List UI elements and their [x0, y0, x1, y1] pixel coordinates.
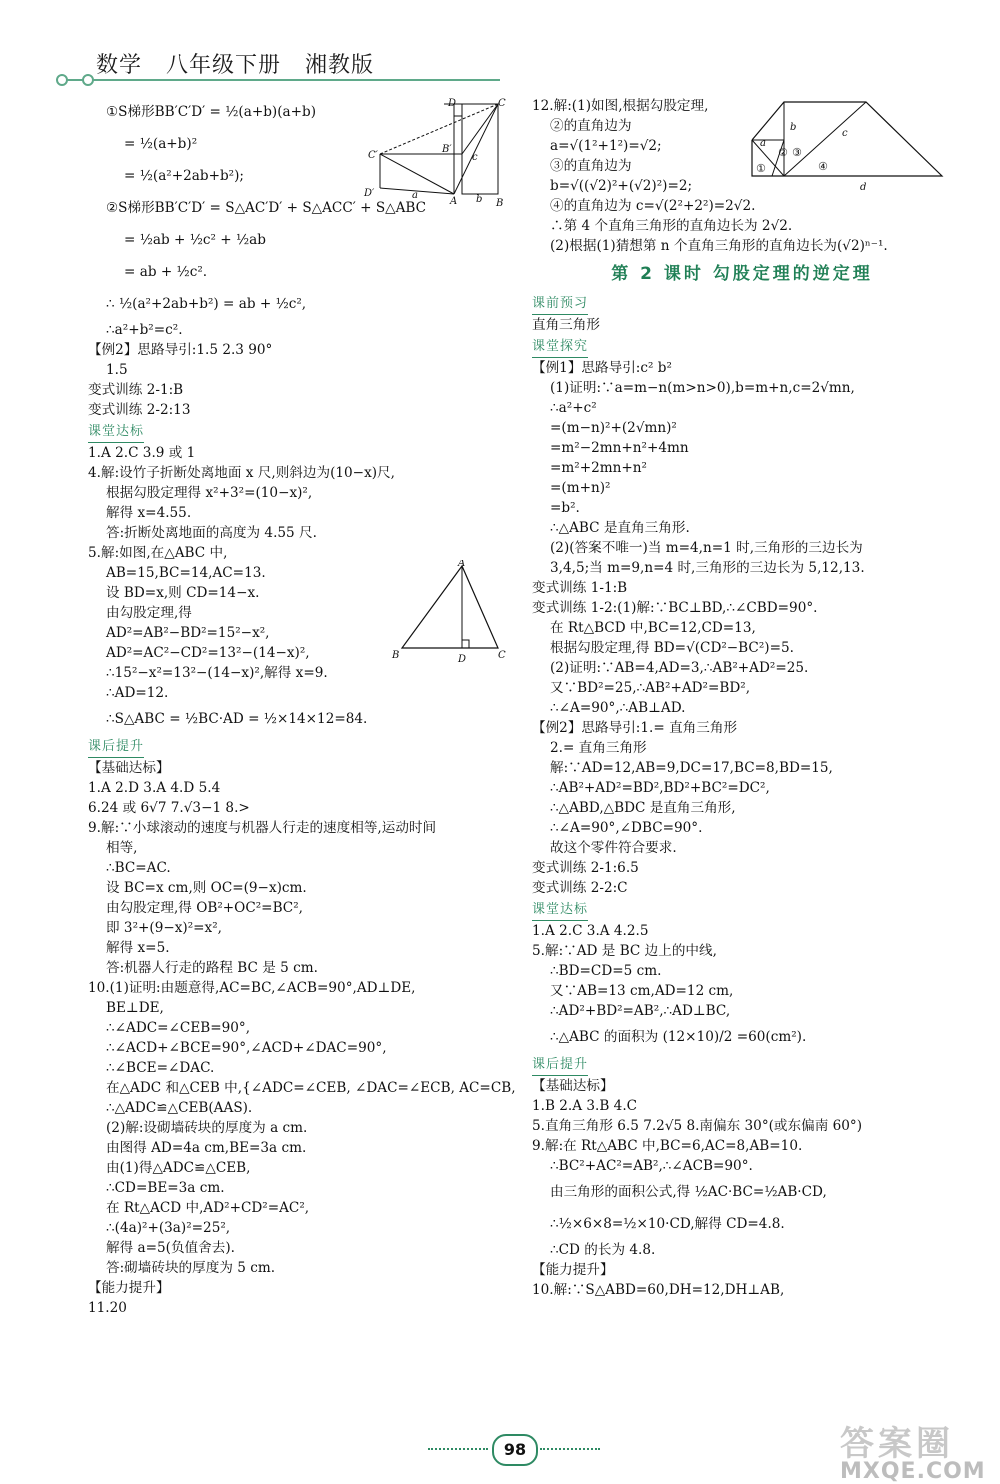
answer-line: 又∵BD²=25,∴AB²+AD²=BD², [550, 680, 751, 696]
answer-line: 【基础达标】 [88, 760, 170, 776]
section-heading: 课前预习 [532, 294, 588, 315]
answer-line: ①S梯形BB′C′D′ = ½(a+b)(a+b) [106, 104, 317, 120]
answer-line: ∴AD=12. [106, 685, 169, 701]
header-rule-dot [82, 74, 94, 86]
section-heading-row [88, 735, 508, 758]
right-column [532, 96, 952, 1300]
label-B-prime: B′ [442, 144, 452, 155]
answer-line: ④的直角边为 c=√(2²+2²)=2√2. [550, 198, 756, 214]
footer-dots-right [540, 1448, 600, 1450]
answer-line: 答:折断处离地面的高度为 4.55 尺. [106, 525, 317, 541]
answer-line: ∴ ½(a²+2ab+b²) = ab + ½c², [106, 296, 307, 312]
label-c: c [842, 128, 848, 139]
label-d: d [860, 182, 867, 192]
trapezoid-figure [360, 98, 510, 210]
label-D: D [448, 98, 457, 109]
answer-line: (1)证明:∵a=m−n(m>n>0),b=m+n,c=2√mn, [550, 380, 855, 396]
answer-line: 【能力提升】 [532, 1262, 614, 1278]
answer-line: 由勾股定理,得 [106, 605, 192, 621]
answer-line: ∴AB²+AD²=BD²,BD²+BC²=DC², [550, 780, 770, 796]
answer-line: ∴a²+b²=c². [106, 322, 183, 338]
answer-line: 10.(1)证明:由题意得,AC=BC,∠ACB=90°,AD⊥DE, [88, 980, 416, 996]
answer-line: 变式训练 2-1:B [88, 382, 184, 398]
answer-line: 【例2】思路导引:1.5 2.3 90° [88, 342, 273, 358]
page-header [96, 48, 390, 79]
answer-line: AD²=AB²−BD²=15²−x², [106, 625, 270, 641]
answer-line: 【例2】思路导引:1.= 直角三角形 [532, 720, 738, 736]
answer-line: (2)证明:∵AB=4,AD=3,∴AB²+AD²=25. [550, 660, 809, 676]
answer-line: ∴a²+c² [550, 400, 597, 416]
edition: 湘教版 [305, 53, 375, 78]
answer-line: 解:∵AD=12,AB=9,DC=17,BC=8,BD=15, [550, 760, 833, 776]
answer-line: 相等, [106, 840, 138, 856]
answer-line: a=√(1²+1²)=√2; [550, 138, 662, 154]
right-triangles-figure [748, 96, 950, 192]
answer-line: ∴∠A=90°,∴AB⊥AD. [550, 700, 686, 716]
answer-line: ∴BC=AC. [106, 860, 171, 876]
answer-line: 在 Rt△BCD 中,BC=12,CD=13, [550, 620, 756, 636]
answer-line: =(m−n)²+(2√mn)² [550, 420, 677, 436]
label-b: b [476, 194, 483, 205]
answer-line: ∴AD²+BD²=AB²,∴AD⊥BC, [550, 1003, 731, 1019]
answer-line: 解得 x=4.55. [106, 505, 192, 521]
label-c-right: c [472, 152, 478, 163]
section-heading: 课堂探究 [532, 337, 588, 358]
answer-line: 变式训练 2-2:C [532, 880, 628, 896]
answer-line: (2)(答案不唯一)当 m=4,n=1 时,三角形的三边长为 [550, 540, 863, 556]
answer-line: 12.解:(1)如图,根据勾股定理, [532, 98, 709, 114]
answer-line: 在 Rt△ACD 中,AD²+CD²=AC², [106, 1200, 310, 1216]
answer-line: ∴∠BCE=∠DAC. [106, 1060, 215, 1076]
section-heading-row [532, 292, 952, 315]
answer-line: 在△ADC 和△CEB 中,{∠ADC=∠CEB, ∠DAC=∠ECB, AC=CB, [106, 1080, 516, 1096]
answer-line: 【例1】思路导引:c² b² [532, 360, 672, 376]
label-D-prime: D′ [364, 188, 375, 199]
lesson-title: 第 2 课时 勾股定理的逆定理 [611, 264, 873, 284]
footer-dots-left [428, 1448, 488, 1450]
answer-line: 1.5 [106, 362, 128, 378]
answer-line: 由(1)得△ADC≌△CEB, [106, 1160, 251, 1176]
answer-line: 1.A 2.D 3.A 4.D 5.4 [88, 780, 221, 796]
answer-line: 2.= 直角三角形 [550, 740, 647, 756]
answer-line: 即 3²+(9−x)²=x², [106, 920, 222, 936]
answer-line: = ab + ½c². [124, 264, 208, 280]
answer-line: 变式训练 2-2:13 [88, 402, 191, 418]
answer-line: (2)根据(1)猜想第 n 个直角三角形的直角边长为(√2)ⁿ⁻¹. [550, 238, 888, 254]
answer-line: =m²−2mn+n²+4mn [550, 440, 689, 456]
answer-line: AD²=AC²−CD²=13²−(14−x)², [106, 645, 310, 661]
answer-line: 4.解:设竹子折断处离地面 x 尺,则斜边为(10−x)尺, [88, 465, 395, 481]
label-1: ① [756, 162, 766, 175]
answer-line: = ½(a²+2ab+b²); [124, 168, 245, 184]
answer-line: 由图得 AD=4a cm,BE=3a cm. [106, 1140, 307, 1156]
answer-line: 5.直角三角形 6.5 7.2√5 8.南偏东 30°(或东偏南 60°) [532, 1118, 863, 1134]
answer-line: 又∵AB=13 cm,AD=12 cm, [550, 983, 734, 999]
label-B: B [392, 650, 400, 661]
answer-line: ∴△ABC 是直角三角形. [550, 520, 690, 536]
answer-line: ∴△ABC 的面积为 (12×10)/2 =60(cm²). [550, 1029, 807, 1045]
answer-line: 1.A 2.C 3.A 4.2.5 [532, 923, 649, 939]
section-heading: 课后提升 [532, 1055, 588, 1076]
section-heading-row [88, 420, 508, 443]
answer-line: =m²+2mn+n² [550, 460, 648, 476]
header-rule-dot [56, 74, 68, 86]
header-rule [60, 79, 500, 81]
section-heading-row [532, 1053, 952, 1076]
answer-line: 9.解:∵小球滚动的速度与机器人行走的速度相等,运动时间 [88, 820, 437, 836]
answer-line: 11.20 [88, 1300, 127, 1316]
answer-line: ∴BC²+AC²=AB²,∴∠ACB=90°. [550, 1158, 753, 1174]
answer-line: 1.A 2.C 3.9 或 1 [88, 445, 196, 461]
label-4: ④ [818, 160, 828, 173]
label-C-prime: C′ [368, 150, 378, 161]
answer-line: 解得 a=5(负值舍去). [106, 1240, 235, 1256]
answer-line: 5.解:如图,在△ABC 中, [88, 545, 228, 561]
triangle-figure [388, 560, 508, 664]
section-heading-row [532, 335, 952, 358]
label-A: A [458, 560, 466, 569]
label-D: D [458, 654, 467, 664]
answer-line: ∴CD=BE=3a cm. [106, 1180, 225, 1196]
answer-line: 答:机器人行走的路程 BC 是 5 cm. [106, 960, 318, 976]
label-A: A [450, 196, 458, 207]
page-number: 98 [492, 1434, 538, 1466]
answer-line: 直角三角形 [532, 317, 600, 333]
answer-line: = ½(a+b)² [124, 136, 198, 152]
answer-line: 5.解:∵AD 是 BC 边上的中线, [532, 943, 717, 959]
answer-line: ∴△ADC≌△CEB(AAS). [106, 1100, 253, 1116]
answer-line: ∴∠ACD+∠BCE=90°,∠ACD+∠DAC=90°, [106, 1040, 387, 1056]
answer-line: AB=15,BC=14,AC=13. [106, 565, 266, 581]
label-a: a [412, 190, 418, 201]
label-B: B [496, 198, 504, 209]
answer-line: ∴15²−x²=13²−(14−x)²,解得 x=9. [106, 665, 328, 681]
section-heading-row [532, 898, 952, 921]
answer-line: 9.解:在 Rt△ABC 中,BC=6,AC=8,AB=10. [532, 1138, 803, 1154]
answer-line: 答:砌墙砖块的厚度为 5 cm. [106, 1260, 276, 1276]
label-a: a [760, 138, 766, 149]
left-column [88, 96, 516, 1318]
answer-line: 变式训练 2-1:6.5 [532, 860, 639, 876]
answer-line: 10.解:∵S△ABD=60,DH=12,DH⊥AB, [532, 1282, 785, 1298]
answer-line: 由三角形的面积公式,得 ½AC·BC=½AB·CD, [550, 1184, 827, 1200]
section-heading: 课堂达标 [88, 422, 144, 443]
answer-line: ∴∠A=90°,∠DBC=90°. [550, 820, 703, 836]
answer-line: 变式训练 1-2:(1)解:∵BC⊥BD,∴∠CBD=90°. [532, 600, 818, 616]
answer-line: = ½ab + ½c² + ½ab [124, 232, 266, 248]
answer-line: BE⊥DE, [106, 1000, 164, 1016]
answer-line: 6.24 或 6√7 7.√3−1 8.> [88, 800, 250, 816]
answer-line: 设 BD=x,则 CD=14−x. [106, 585, 260, 601]
answer-line: 故这个零件符合要求. [550, 840, 677, 856]
answer-line: (2)解:设砌墙砖块的厚度为 a cm. [106, 1120, 308, 1136]
label-3: ③ [792, 146, 802, 159]
answer-line: ∴½×6×8=½×10·CD,解得 CD=4.8. [550, 1216, 785, 1232]
answer-line: 1.B 2.A 3.B 4.C [532, 1098, 638, 1114]
answer-line: 【基础达标】 [532, 1078, 614, 1094]
answer-line: 根据勾股定理,得 BD=√(CD²−BC²)=5. [550, 640, 794, 656]
answer-line: ②S梯形BB′C′D′ = S△AC′D′ + S△ACC′ + S△ABC [106, 200, 427, 216]
answer-line: b=√((√2)²+(√2)²)=2; [550, 178, 693, 194]
answer-line: ∴第 4 个直角三角形的直角边长为 2√2. [550, 218, 793, 234]
answer-line: ③的直角边为 [550, 158, 632, 174]
answer-line: 设 BC=x cm,则 OC=(9−x)cm. [106, 880, 307, 896]
grade: 八年级下册 [166, 53, 282, 78]
label-b: b [790, 122, 797, 133]
answer-line: 由勾股定理,得 OB²+OC²=BC², [106, 900, 303, 916]
section-heading: 课堂达标 [532, 900, 588, 921]
subject: 数学 [96, 53, 143, 78]
answer-line: ∴S△ABC = ½BC·AD = ½×14×12=84. [106, 711, 368, 727]
answer-line: =b². [550, 500, 580, 516]
section-heading: 课后提升 [88, 737, 144, 758]
answer-line: 解得 x=5. [106, 940, 170, 956]
answer-line: 3,4,5;当 m=9,n=4 时,三角形的三边长为 5,12,13. [550, 560, 865, 576]
answer-line: ∴∠ADC=∠CEB=90°, [106, 1020, 251, 1036]
answer-line: ②的直角边为 [550, 118, 632, 134]
answer-line: =(m+n)² [550, 480, 611, 496]
answer-line: ∴△ABD,△BDC 是直角三角形, [550, 800, 736, 816]
answer-line: ∴CD 的长为 4.8. [550, 1242, 656, 1258]
label-C: C [498, 650, 506, 661]
answer-line: 【能力提升】 [88, 1280, 170, 1296]
watermark-line2: MXQE.COM [840, 1459, 986, 1484]
label-C: C [498, 98, 506, 109]
answer-line: 根据勾股定理得 x²+3²=(10−x)², [106, 485, 313, 501]
watermark [840, 1416, 986, 1484]
answer-line: 变式训练 1-1:B [532, 580, 628, 596]
answer-line: ∴BD=CD=5 cm. [550, 963, 662, 979]
label-2: ② [778, 146, 788, 159]
answer-line: ∴(4a)²+(3a)²=25², [106, 1220, 231, 1236]
watermark-line1: 答案圈 [840, 1424, 954, 1464]
